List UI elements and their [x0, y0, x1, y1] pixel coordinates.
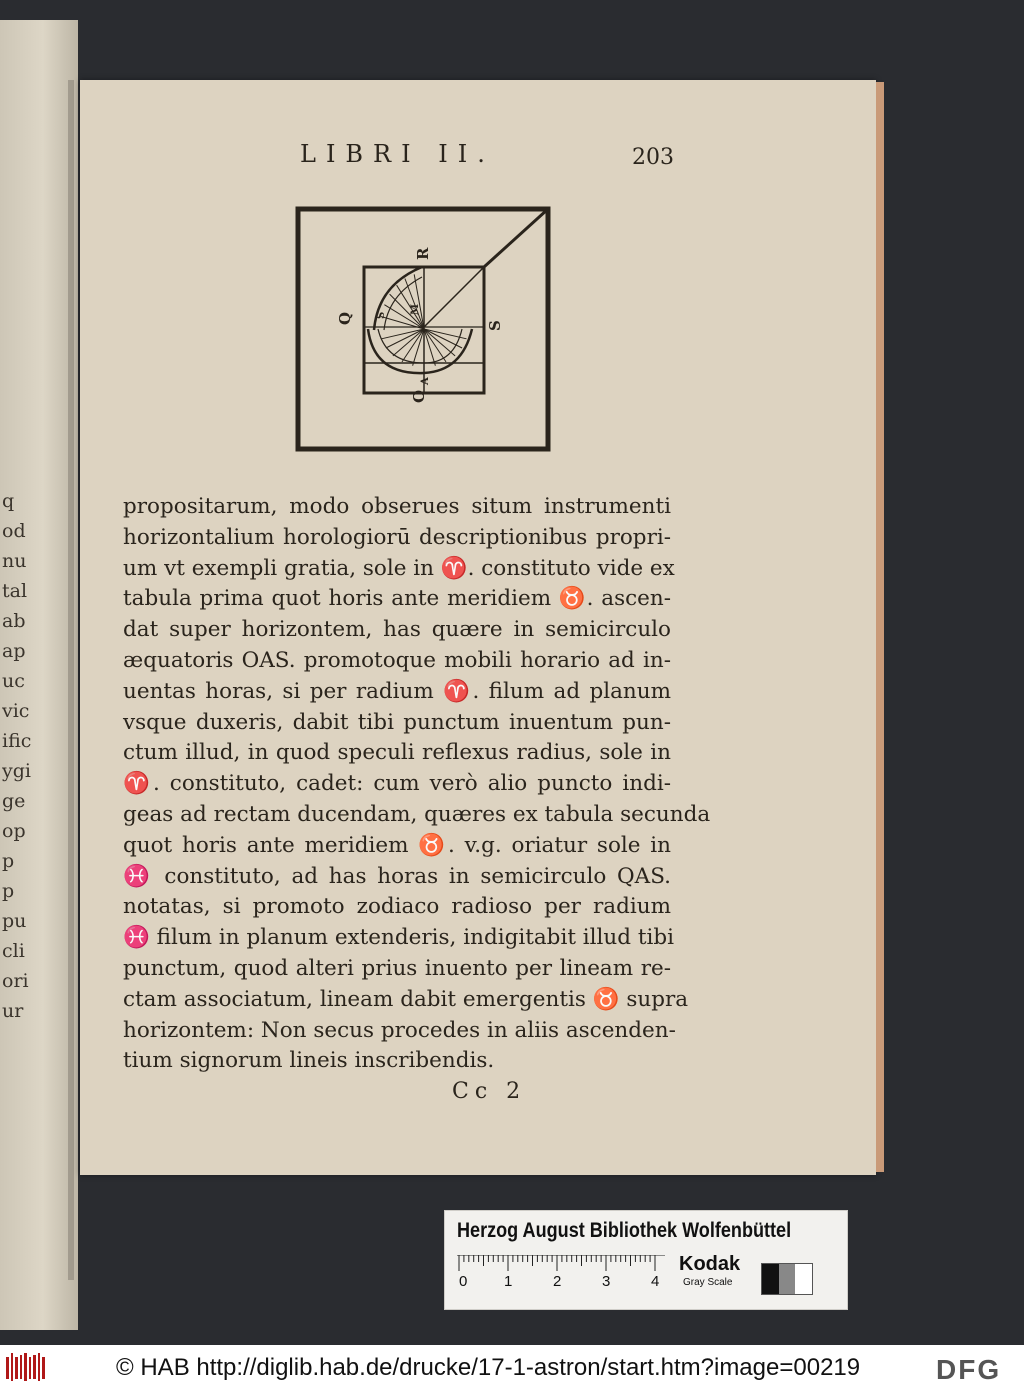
swatch-white	[795, 1264, 812, 1294]
running-head: LIBRI II.	[300, 140, 495, 168]
figure-label-r: R	[414, 247, 432, 260]
body-line: tium signorum lineis inscribendis.	[123, 1048, 495, 1074]
body-line: notatas, si promoto zodiaco radioso per radium	[123, 894, 671, 920]
page-edge	[876, 82, 884, 1172]
left-page-fragment: od	[2, 520, 26, 542]
body-line: ♓ filum in planum extenderis, indigitabit illud tibi	[123, 925, 675, 951]
left-page-fragment: ori	[2, 970, 29, 992]
body-text	[123, 492, 711, 1077]
figure-label-q: Q	[336, 311, 354, 325]
signature-mark: Cc 2	[452, 1079, 527, 1104]
left-page-fragment: p	[2, 850, 15, 872]
left-page-fragment: cli	[2, 940, 25, 962]
body-line: ctam associatum, lineam dabit emergentis ♉ supra	[123, 986, 689, 1012]
left-page-fragment: ap	[2, 640, 26, 662]
ruler-number: 1	[504, 1273, 513, 1287]
color-calibration-card	[444, 1210, 848, 1310]
footer-bar	[0, 1345, 1024, 1389]
body-line: uentas horas, si per radium ♈. filum ad planum	[123, 678, 671, 704]
card-title: Herzog August Bibliothek Wolfenbüttel	[457, 1219, 792, 1242]
left-page-fragment: vic	[2, 700, 30, 722]
gray-swatches	[761, 1263, 813, 1295]
ruler-number: 0	[459, 1273, 468, 1287]
scale-ruler	[457, 1255, 665, 1287]
body-line: um vt exempli gratia, sole in ♈. constituto vide ex	[123, 555, 675, 581]
left-page-fragment: tal	[2, 580, 28, 602]
ruler-number: 3	[602, 1273, 611, 1287]
body-line: horizontem: Non secus procedes in aliis ascenden-	[123, 1017, 676, 1043]
body-line: tabula prima quot horis ante meridiem ♉. ascen-	[123, 586, 671, 612]
ruler-number: 4	[651, 1273, 660, 1287]
left-page-fragment: nu	[2, 550, 27, 572]
left-page-edge	[0, 20, 78, 1330]
left-page-fragment: uc	[2, 670, 25, 692]
page-number: 203	[632, 145, 674, 170]
hab-barcode-icon	[6, 1353, 48, 1381]
body-line: ♈. constituto, cadet: cum verò alio puncto indi-	[123, 771, 671, 797]
kodak-brand: Kodak	[679, 1253, 741, 1275]
figure-label-s-inner: S	[376, 311, 387, 319]
ruler-number: 2	[553, 1273, 562, 1287]
dfg-logo: DFG	[936, 1354, 1002, 1385]
body-line: punctum, quod alteri prius inuento per lineam re-	[123, 955, 671, 981]
body-line: horizontalium horologiorū descriptionibus propri-	[123, 524, 671, 550]
body-line: ♓ constituto, ad has horas in semicirculo QAS.	[123, 863, 671, 889]
swatch-black	[762, 1264, 779, 1294]
body-line: geas ad rectam ducendam, quæres ex tabula secunda	[123, 801, 711, 827]
body-line: quot horis ante meridiem ♉. v.g. oriatur sole in	[123, 832, 671, 858]
body-line: propositarum, modo obserues situm instrumenti	[123, 494, 671, 519]
left-page-fragment: pu	[2, 910, 27, 932]
body-line: vsque duxeris, dabit tibi punctum inuentum pun-	[123, 709, 671, 735]
figure-label-s: S	[486, 320, 504, 331]
left-page-fragment: q	[2, 490, 15, 512]
left-page-fragment: ygi	[2, 760, 31, 782]
body-line: æquatoris OAS. promotoque mobili horario ad in-	[123, 647, 671, 673]
left-page-fragment: ge	[2, 790, 26, 812]
sundial-figure	[294, 205, 552, 453]
left-page-fragment: p	[2, 880, 15, 902]
figure-label-a: A	[420, 377, 431, 385]
figure-label-m: M	[410, 303, 421, 315]
swatch-gray	[779, 1264, 796, 1294]
body-line: dat super horizontem, has quære in semicirculo	[123, 617, 671, 643]
left-page-fragment: ific	[2, 730, 32, 752]
gray-scale-label: Gray Scale	[683, 1277, 733, 1288]
figure-label-o: O	[410, 389, 428, 403]
left-page-fragment: ab	[2, 610, 26, 632]
left-page-gutter	[68, 80, 74, 1280]
body-line: ctum illud, in quod speculi reflexus radius, sole in	[123, 740, 671, 766]
footer-credit: © HAB http://diglib.hab.de/drucke/17-1-astron/start.htm?image=00219	[116, 1354, 861, 1381]
left-page-fragment: ur	[2, 1000, 24, 1022]
left-page-fragment: op	[2, 820, 26, 842]
